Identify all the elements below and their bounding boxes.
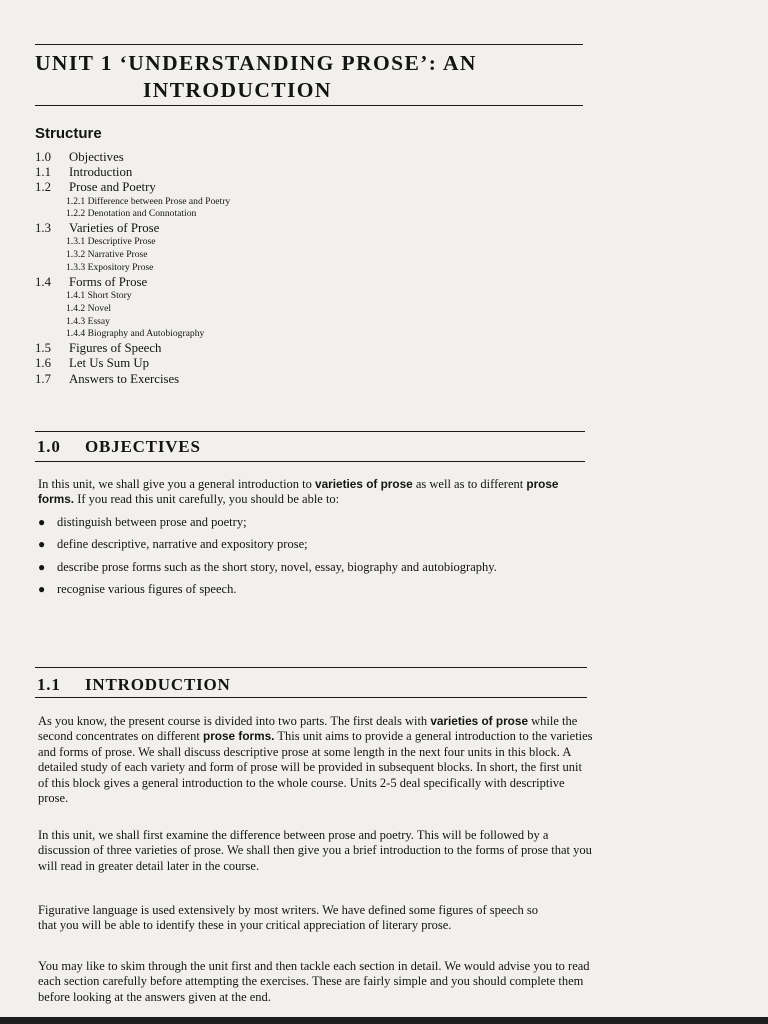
toc-item[interactable] (35, 221, 435, 236)
bullet-icon: ● (38, 537, 46, 552)
toc-item-label: Figures of Speech (69, 341, 162, 356)
text-run: As you know, the present course is divided into two parts. The first deals with (38, 714, 431, 728)
toc-item-label: Forms of Prose (69, 274, 148, 289)
bold-term: prose forms. (38, 477, 559, 507)
unit-title (35, 50, 595, 104)
top-rule (35, 44, 583, 45)
toc-item[interactable] (35, 341, 435, 356)
list-item (38, 515, 594, 530)
page-bottom-edge (0, 1017, 768, 1024)
objectives-heading (37, 437, 201, 457)
toc-item-number: 1.6 (35, 356, 51, 371)
text-run: as well as to different (412, 477, 527, 491)
toc-item-label: Objectives (69, 150, 124, 164)
toc-item[interactable] (35, 356, 435, 371)
toc-subitem[interactable]: 1.4.3 Essay (66, 315, 110, 327)
toc-item-number: 1.1 (35, 165, 51, 180)
unit-title-line-1: UNIT 1 ‘UNDERSTANDING PROSE’: AN (35, 51, 477, 75)
toc-item[interactable] (35, 180, 435, 195)
toc-item-number: 1.0 (35, 150, 51, 164)
toc-item-number: 1.2 (35, 180, 51, 195)
title-underline (35, 105, 583, 106)
objectives-bottom-rule (35, 461, 585, 462)
toc-item-number: 1.4 (35, 274, 51, 289)
introduction-heading (37, 675, 231, 695)
toc-item-label: Let Us Sum Up (69, 356, 149, 371)
toc-subitem[interactable]: 1.4.1 Short Story (66, 290, 132, 301)
section-number: 1.0 (37, 437, 61, 456)
toc-subitem[interactable]: 1.4.4 Biography and Autobiography (66, 328, 205, 340)
toc-subitem[interactable]: 1.4.2 Novel (66, 302, 112, 314)
bold-term: varieties of prose (315, 477, 413, 491)
bold-term: varieties of prose (430, 714, 529, 728)
objectives-list (38, 515, 594, 598)
list-item-text: distinguish between prose and poetry; (57, 515, 247, 529)
introduction-paragraph-3: Figurative language is used extensively by most writers. We have defined some figures of speech so that you will be able to identify these in your critical appreciation of literary prose. (38, 903, 539, 933)
toc-subitem[interactable]: 1.3.3 Expository Prose (66, 262, 154, 273)
list-item-text: define descriptive, narrative and expository prose; (57, 537, 308, 552)
objectives-top-rule (35, 431, 585, 432)
toc-item-label: Varieties of Prose (69, 221, 160, 236)
text-run: while the second concentrates on different (38, 714, 578, 744)
toc-item[interactable] (35, 275, 435, 290)
toc-item-number: 1.7 (35, 371, 51, 386)
toc-item[interactable] (35, 165, 435, 180)
section-number: 1.1 (37, 675, 61, 694)
introduction-top-rule (35, 667, 587, 668)
introduction-bottom-rule (35, 697, 587, 698)
list-item (38, 582, 594, 597)
list-item (38, 560, 538, 575)
bullet-icon: ● (38, 582, 46, 597)
toc-item-label: Answers to Exercises (69, 371, 180, 386)
text-run: If you read this unit carefully, you should be able to: (74, 492, 340, 507)
toc-subitem[interactable]: 1.2.1 Difference between Prose and Poetry (66, 195, 231, 207)
objectives-intro (38, 477, 594, 508)
toc-item[interactable] (35, 150, 435, 165)
toc-subitem[interactable]: 1.3.1 Descriptive Prose (66, 236, 156, 248)
toc-item-number: 1.3 (35, 221, 51, 236)
toc-subitem[interactable]: 1.2.2 Denotation and Connotation (66, 208, 197, 220)
introduction-paragraph-1 (38, 714, 594, 806)
unit-title-line-2: INTRODUCTION (143, 78, 332, 102)
toc-item-label: Introduction (69, 165, 133, 180)
list-item-text: describe prose forms such as the short story, novel, essay, biography and autobiography. (57, 559, 497, 574)
toc-item-label: Prose and Poetry (69, 180, 156, 195)
introduction-paragraph-2: In this unit, we shall first examine the difference between prose and poetry. This will be followed by a discussion of three varieties of prose. We shall then give you a brief introduction to the forms of prose that you will read in greater detail later in the course. (38, 828, 592, 873)
toc-subitem[interactable]: 1.3.2 Narrative Prose (66, 249, 148, 261)
structure-heading: Structure (35, 125, 102, 142)
table-of-contents (35, 150, 435, 387)
section-title: INTRODUCTION (85, 675, 231, 694)
toc-item-number: 1.5 (35, 341, 51, 356)
toc-item[interactable] (35, 372, 435, 387)
introduction-paragraph-4: You may like to skim through the unit first and then tackle each section in detail. We would advise you to read each section carefully before attempting the exercises. These are fairly simple and you should complete them before looking at the answers given at the end. (38, 959, 590, 1004)
list-item (38, 537, 594, 552)
text-run: This unit aims to provide a general introduction to the varieties and forms of prose. We shall discuss descriptive prose at some length in the next four units in this block. A detailed study of each variety and form of prose will be provided in subsequent blocks. In short, the first unit of this block gives a general introduction to the whole course. Units 2-5 deal specifically with descriptive prose. (38, 729, 593, 806)
bold-term: prose forms. (202, 729, 275, 744)
list-item-text: recognise various figures of speech. (57, 582, 237, 597)
bullet-icon: ● (38, 559, 46, 574)
text-run: In this unit, we shall give you a general introduction to (38, 477, 316, 491)
section-title: OBJECTIVES (85, 437, 201, 456)
bullet-icon: ● (38, 515, 46, 529)
